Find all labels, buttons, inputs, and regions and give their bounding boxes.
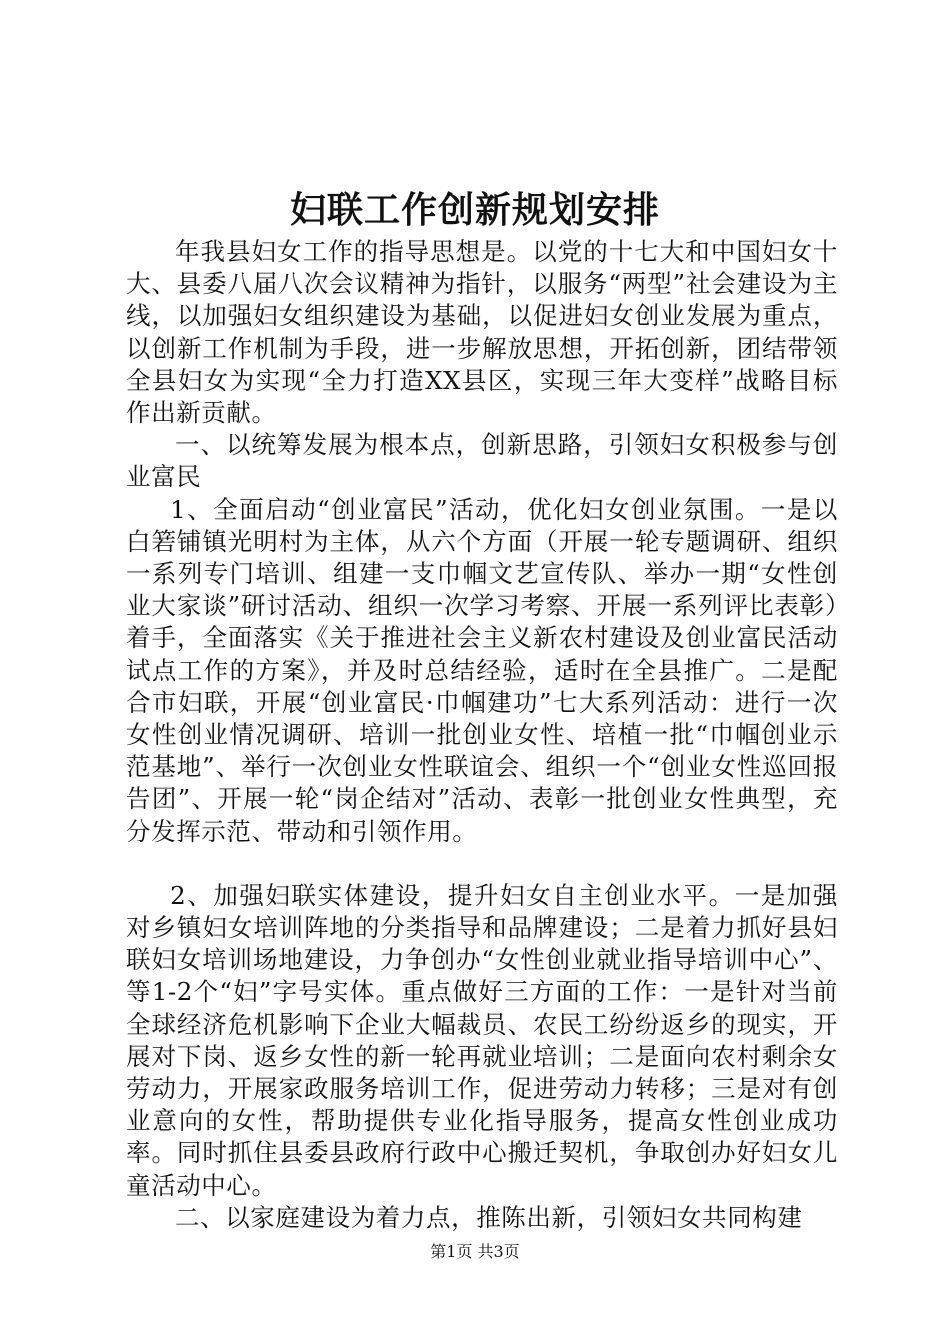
document-body xyxy=(126,236,838,1234)
paragraph-guiding-thought: 年我县妇女工作的指导思想是。以党的十七大和中国妇女十大、县委八届八次会议精神为指针，以服务“两型”社会建设为主线，以加强妇女组织建设为基础，以促进妇女创业发展为重点，以创新工作机制为手段，进一步解放思想，开拓创新，团结带领全县妇女为实现“全力打造XX县区，实现三年大变样”战略目标作出新贡献。 xyxy=(126,237,838,428)
section-heading-1: 一、以统筹发展为根本点，创新思路，引领妇女积极参与创业富民 xyxy=(126,430,838,492)
page-number: 第1页 共3页 xyxy=(430,1242,520,1261)
section-heading-2: 二、以家庭建设为着力点，推陈出新，引领妇女共同构建 xyxy=(175,1202,803,1232)
paragraph-item-1: 1、全面启动“创业富民”活动，优化妇女创业氛围。一是以白箬铺镇光明村为主体，从六个方面（开展一轮专题调研、组织一系列专门培训、组建一支巾帼文艺宣传队、举办一期“女性创业大家谈”研讨活动、组织一次学习考察、开展一系列评比表彰）着手，全面落实《关于推进社会主义新农村建设及创业富民活动试点工作的方案》，并及时总结经验，适时在全县推广。二是配合市妇联，开展“创业富民·巾帼建功”七大系列活动：进行一次女性创业情况调研、培训一批创业女性、培植一批“巾帼创业示范基地”、举行一次创业女性联谊会、组织一个“创业女性巡回报告团”、开展一轮“岗企结对”活动、表彰一批创业女性典型，充分发挥示范、带动和引领作用。 xyxy=(126,494,838,846)
paragraph-item-2: 2、加强妇联实体建设，提升妇女自主创业水平。一是加强对乡镇妇女培训阵地的分类指导和品牌建设；二是着力抓好县妇联妇女培训场地建设，力争创办“女性创业就业指导培训中心”、等1-2个“妇”字号实体。重点做好三方面的工作：一是针对当前全球经济危机影响下企业大幅裁员、农民工纷纷返乡的现实，开展对下岗、返乡女性的新一轮再就业培训；二是面向农村剩余女劳动力，开展家政服务培训工作，促进劳动力转移；三是对有创业意向的女性，帮助提供专业化指导服务，提高女性创业成功率。同时抓住县委县政府行政中心搬迁契机，争取创办好妇女儿童活动中心。 xyxy=(126,880,838,1200)
document-title: 妇联工作创新规划安排 xyxy=(289,189,660,231)
